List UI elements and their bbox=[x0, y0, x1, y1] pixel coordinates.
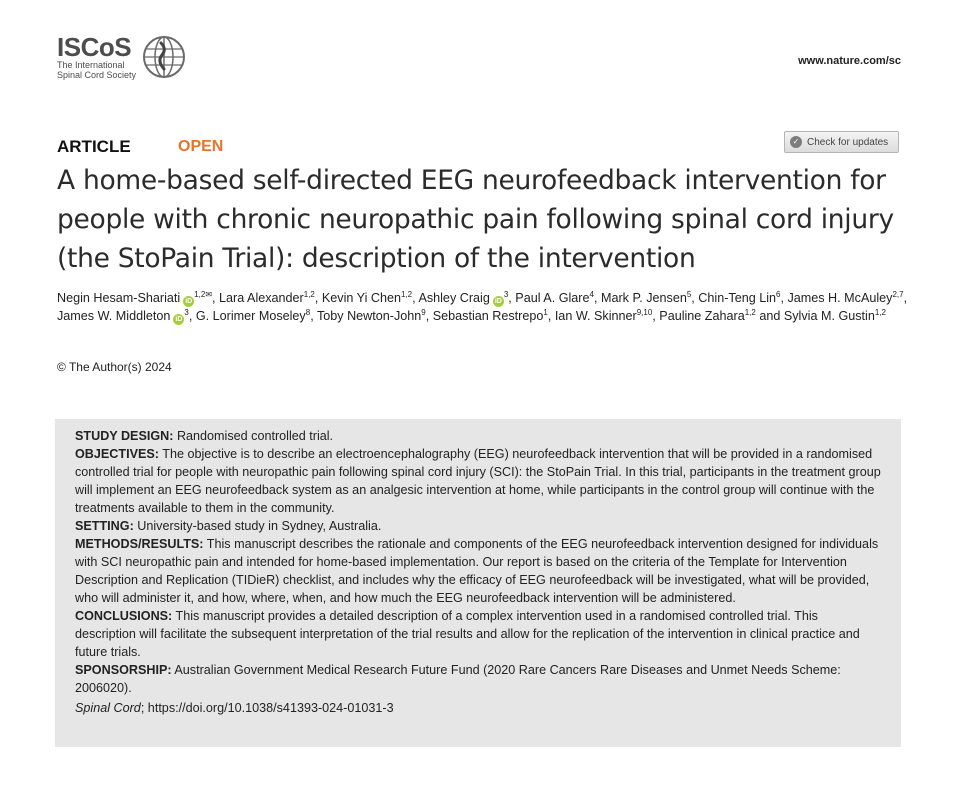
author[interactable] bbox=[418, 291, 508, 305]
author[interactable] bbox=[698, 291, 780, 305]
author-and: and bbox=[755, 309, 784, 323]
methods-text: This manuscript describes the rationale and components of the EEG neurofeedback intervention designed for individuals with SCI neuropathic pain and intended for home-based implementation. Our report is based on the criteria of the Template for Intervention Description and Replication (TIDieR) checklist, and includes why the efficacy of EEG neurofeedback will be investigated, what will be provided, who will administer it, and how, where, when, and how much the EEG neurofeedback intervention will be administered. bbox=[75, 537, 879, 605]
author-affiliation: 8 bbox=[305, 307, 311, 317]
author-affiliation: 5 bbox=[686, 289, 692, 299]
author-name[interactable]: Kevin Yi Chen bbox=[321, 291, 401, 305]
author-name[interactable]: Sebastian Restrepo bbox=[432, 309, 544, 323]
author-affiliation: 1,2 bbox=[303, 289, 315, 299]
abstract-setting bbox=[75, 517, 881, 535]
author-name[interactable]: Paul A. Glare bbox=[515, 291, 590, 305]
logo-line-2: Spinal Cord Society bbox=[57, 70, 137, 80]
journal-name: Spinal Cord bbox=[75, 701, 141, 715]
globe-icon bbox=[141, 34, 187, 80]
author-name[interactable]: Pauline Zahara bbox=[659, 309, 745, 323]
study-design-text: Randomised controlled trial. bbox=[176, 429, 334, 443]
logo-text bbox=[57, 34, 136, 80]
author-affiliation: 3 bbox=[184, 307, 189, 317]
abstract-methods bbox=[75, 535, 881, 607]
sponsorship-text: Australian Government Medical Research Future Fund (2020 Rare Cancers Rare Diseases and Unmet Needs Scheme: 2006020). bbox=[75, 663, 841, 695]
author[interactable] bbox=[57, 309, 189, 323]
author-name[interactable]: Ian W. Skinner bbox=[554, 309, 637, 323]
logo-line-1: The International bbox=[57, 60, 125, 70]
citation bbox=[75, 699, 881, 717]
check-for-updates-label: Check for updates bbox=[807, 136, 889, 148]
abstract-sponsorship bbox=[75, 661, 881, 697]
author[interactable] bbox=[196, 309, 310, 323]
author-affiliation: 2,7 bbox=[892, 289, 904, 299]
orcid-icon[interactable]: iD bbox=[175, 316, 183, 323]
author-name[interactable]: James W. Middleton bbox=[57, 309, 171, 323]
orcid-icon[interactable]: iD bbox=[185, 298, 193, 305]
orcid-icon[interactable]: iD bbox=[494, 298, 502, 305]
author-name[interactable]: Mark P. Jensen bbox=[600, 291, 687, 305]
doi-link[interactable]: ; https://doi.org/10.1038/s41393-024-01031-3 bbox=[140, 701, 394, 715]
author-affiliation: 1,2 bbox=[744, 307, 756, 317]
author[interactable] bbox=[322, 291, 412, 305]
setting-label: SETTING: bbox=[75, 519, 134, 533]
iscos-logo[interactable] bbox=[57, 34, 192, 86]
author-name[interactable]: Chin-Teng Lin bbox=[698, 291, 777, 305]
conclusions-label: CONCLUSIONS: bbox=[75, 609, 173, 623]
author[interactable] bbox=[601, 291, 691, 305]
abstract-conclusions bbox=[75, 607, 881, 661]
copyright-notice: © The Author(s) 2024 bbox=[57, 360, 172, 374]
author-name[interactable]: G. Lorimer Moseley bbox=[195, 309, 306, 323]
author-affiliation: 1,2 bbox=[194, 289, 206, 299]
author[interactable] bbox=[659, 309, 756, 323]
author-name[interactable]: Ashley Craig bbox=[418, 291, 490, 305]
open-access-badge: OPEN bbox=[178, 138, 224, 155]
author-list: Negin Hesam-Shariati $iD^{1,2✉}$, Lara Alexander$^{1,2}$, Kevin Yi Chen$^{1,2}$, Ashley Craig $iD^3$, Paul A. Glare$^4$, Mark P. Jensen$^5$, Chin-Teng Lin$^6$, James H. McAuley$^{2,7}$, James W. Middleton $iD^3$, G. Lorimer Moseley$^8$, Toby Newton-John$^9$, Sebastian Restrepo$^1$, Ian W. Skinner$^{9,10}$, Pauline Zahara$^{1,2}$ and Sylvia M. Gustin$^{1,2}$ bbox=[57, 289, 908, 323]
article-title: A home-based self-directed EEG neurofeedback intervention for people with chronic neuropathic pain following spinal cord injury (the StoPain Trial): description of the intervention bbox=[57, 165, 894, 274]
crossmark-icon: ✓ bbox=[790, 136, 802, 148]
author-affiliation: 1,2 bbox=[874, 307, 886, 317]
author-affiliation: 1 bbox=[543, 307, 548, 317]
envelope-icon[interactable]: ✉ bbox=[205, 289, 213, 299]
sponsorship-label: SPONSORSHIP: bbox=[75, 663, 172, 677]
objectives-label: OBJECTIVES: bbox=[75, 447, 159, 461]
objectives-text: The objective is to describe an electroencephalography (EEG) neurofeedback intervention that will be provided in a randomised controlled trial for people with neuropathic pain following spinal cord injury (SCI): the StoPain Trial. In this trial, participants in the treatment group will implement an EEG neurofeedback system as an analgesic intervention at home, while participants in the control group will continue with the treatments available to them in the community. bbox=[75, 447, 881, 515]
author-affiliation: 9 bbox=[421, 307, 426, 317]
author[interactable] bbox=[317, 309, 426, 323]
author-affiliation: 6 bbox=[776, 289, 781, 299]
abstract-objectives bbox=[75, 445, 881, 517]
author-affiliation: 3 bbox=[503, 289, 509, 299]
author[interactable] bbox=[515, 291, 594, 305]
author[interactable] bbox=[57, 291, 212, 305]
article-type: ARTICLE bbox=[57, 137, 131, 156]
author[interactable] bbox=[787, 291, 903, 305]
author-name[interactable]: Sylvia M. Gustin bbox=[783, 309, 875, 323]
study-design-label: STUDY DESIGN: bbox=[75, 429, 174, 443]
author[interactable] bbox=[433, 309, 548, 323]
author-name[interactable]: Lara Alexander bbox=[219, 291, 304, 305]
author[interactable] bbox=[784, 309, 886, 323]
logo-name: ISCoS bbox=[57, 32, 132, 62]
journal-url[interactable]: www.nature.com/sc bbox=[798, 55, 901, 67]
author-name[interactable]: Negin Hesam-Shariati bbox=[57, 291, 181, 305]
author[interactable] bbox=[219, 291, 315, 305]
author[interactable] bbox=[555, 309, 652, 323]
author-name[interactable]: Toby Newton-John bbox=[316, 309, 422, 323]
abstract-study-design bbox=[75, 427, 881, 445]
abstract-box bbox=[55, 419, 901, 747]
setting-text: University-based study in Sydney, Australia. bbox=[137, 519, 382, 533]
methods-label: METHODS/RESULTS: bbox=[75, 537, 204, 551]
author-affiliation: 1,2 bbox=[401, 289, 413, 299]
author-affiliation: 4 bbox=[589, 289, 594, 299]
check-for-updates-button[interactable] bbox=[784, 131, 899, 153]
conclusions-text: This manuscript provides a detailed description of a complex intervention used in a randomised controlled trial. This description will facilitate the subsequent interpretation of the trial results and allow for the replication of the intervention in clinical practice and future trials. bbox=[75, 609, 860, 659]
author-name[interactable]: James H. McAuley bbox=[787, 291, 893, 305]
author-affiliation: 9,10 bbox=[636, 307, 653, 317]
